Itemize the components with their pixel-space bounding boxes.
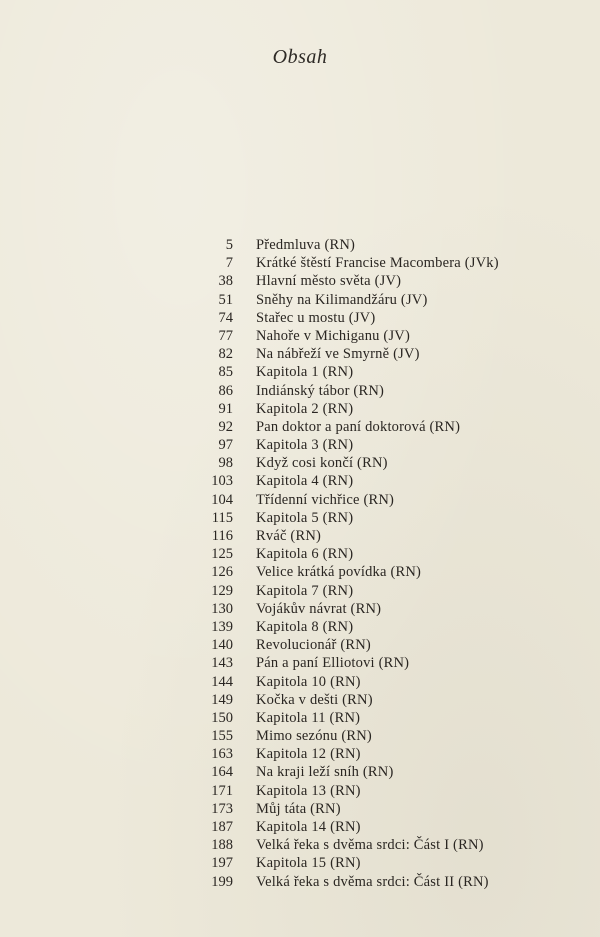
toc-entry-title: Hlavní město světa (JV) <box>256 273 402 290</box>
toc-entry-title: Rváč (RN) <box>256 528 322 544</box>
toc-entry-title: Sněhy na Kilimandžáru (JV) <box>256 291 428 308</box>
toc-page-number: 187 <box>211 819 233 835</box>
toc-page-number: 163 <box>211 746 233 763</box>
toc-page-number: 125 <box>211 546 233 563</box>
toc-entry-title: Když cosi končí (RN) <box>256 455 388 472</box>
toc-entry-title: Kapitola 8 (RN) <box>256 618 354 635</box>
toc-page-number: 150 <box>211 709 233 726</box>
toc-entry-title: Kapitola 3 (RN) <box>256 437 354 454</box>
toc-page-number: 7 <box>225 255 233 272</box>
toc-entry-title: Na nábřeží ve Smyrně (JV) <box>256 346 420 363</box>
toc-page-number: 173 <box>211 800 233 817</box>
toc-page-number: 188 <box>211 837 233 854</box>
toc-entry-title: Kapitola 6 (RN) <box>256 546 354 563</box>
toc-entry-title: Krátké štěstí Francise Macombera (JVk) <box>256 255 499 272</box>
toc-entry <box>0 309 600 327</box>
toc-page-number: 104 <box>211 491 233 508</box>
toc-page-number: 98 <box>218 455 233 472</box>
toc-entry-title: Velká řeka s dvěma srdci: Část I (RN) <box>256 837 484 854</box>
toc-entry <box>0 291 600 309</box>
toc-entry <box>0 491 600 509</box>
toc-entry-title: Kapitola 14 (RN) <box>256 819 361 835</box>
toc-entry-title: Velká řeka s dvěma srdci: Část II (RN) <box>256 873 489 890</box>
toc-page-number: 51 <box>218 291 233 308</box>
toc-page-number: 97 <box>218 437 233 454</box>
toc-entry <box>0 673 600 691</box>
toc-entry <box>0 854 600 872</box>
toc-entry-title: Kapitola 13 (RN) <box>256 782 361 799</box>
toc-page-number: 116 <box>211 528 233 544</box>
page-title: Obsah <box>272 46 328 68</box>
toc-page-number: 38 <box>218 273 233 290</box>
toc-entry <box>0 636 600 654</box>
toc-entry <box>0 654 600 672</box>
toc-page-number: 5 <box>225 237 233 253</box>
toc-page-number: 85 <box>218 364 233 381</box>
toc-entry-title: Pán a paní Elliotovi (RN) <box>256 655 410 672</box>
toc-entry-title: Kapitola 12 (RN) <box>256 746 361 763</box>
toc-entry <box>0 436 600 454</box>
toc-page-number: 115 <box>211 509 233 526</box>
toc-entry <box>0 545 600 563</box>
toc-entry-title: Pan doktor a paní doktorová (RN) <box>256 418 461 435</box>
toc-entry <box>0 727 600 745</box>
toc-entry-title: Kapitola 1 (RN) <box>256 364 354 381</box>
toc-entry <box>0 782 600 800</box>
toc-entry <box>0 800 600 818</box>
toc-entry <box>0 582 600 600</box>
toc-entry <box>0 345 600 363</box>
toc-entry-title: Velice krátká povídka (RN) <box>256 564 422 581</box>
toc-page-number: 86 <box>218 382 233 399</box>
toc-entry-title: Kapitola 4 (RN) <box>256 473 354 490</box>
toc-entry-title: Předmluva (RN) <box>256 237 356 253</box>
toc-entry <box>0 709 600 727</box>
toc-page-number: 171 <box>211 782 233 799</box>
toc-entry <box>0 873 600 891</box>
toc-entry-title: Kapitola 7 (RN) <box>256 582 354 599</box>
table-of-contents <box>0 236 600 891</box>
toc-page-number: 139 <box>211 618 233 635</box>
toc-entry-title: Kapitola 11 (RN) <box>256 709 361 726</box>
toc-entry-title: Indiánský tábor (RN) <box>256 382 385 399</box>
toc-entry-title: Nahoře v Michiganu (JV) <box>256 327 410 344</box>
toc-entry-title: Mimo sezónu (RN) <box>256 728 372 745</box>
toc-entry <box>0 745 600 763</box>
toc-entry-title: Stařec u mostu (JV) <box>256 309 376 326</box>
toc-entry-title: Kapitola 5 (RN) <box>256 509 354 526</box>
toc-entry-title: Revolucionář (RN) <box>256 637 371 654</box>
toc-entry <box>0 254 600 272</box>
toc-entry <box>0 600 600 618</box>
toc-page-number: 77 <box>218 327 233 344</box>
toc-entry <box>0 272 600 290</box>
toc-entry <box>0 618 600 636</box>
toc-entry-title: Vojákův návrat (RN) <box>256 600 382 617</box>
toc-entry-title: Třídenní vichřice (RN) <box>256 491 395 508</box>
toc-page-number: 155 <box>211 728 233 745</box>
toc-page-number: 140 <box>211 637 233 654</box>
toc-page-number: 74 <box>218 309 233 326</box>
toc-page-number: 130 <box>211 600 233 617</box>
toc-entry-title: Můj táta (RN) <box>256 800 341 817</box>
toc-entry <box>0 818 600 836</box>
toc-entry <box>0 382 600 400</box>
toc-entry <box>0 363 600 381</box>
toc-entry <box>0 836 600 854</box>
toc-page-number: 164 <box>211 764 233 781</box>
toc-entry-title: Kapitola 15 (RN) <box>256 855 361 872</box>
toc-entry <box>0 563 600 581</box>
toc-page-number: 103 <box>211 473 233 490</box>
toc-entry <box>0 454 600 472</box>
toc-entry-title: Kapitola 2 (RN) <box>256 400 354 417</box>
toc-page-number: 82 <box>218 346 233 363</box>
toc-page-number: 149 <box>211 691 233 708</box>
toc-page-number: 129 <box>211 582 233 599</box>
toc-entry <box>0 509 600 527</box>
toc-page-number: 197 <box>211 855 233 872</box>
toc-page-number: 144 <box>211 673 233 690</box>
toc-entry <box>0 527 600 545</box>
toc-entry <box>0 472 600 490</box>
toc-entry <box>0 400 600 418</box>
toc-page-number: 126 <box>211 564 233 581</box>
toc-entry <box>0 236 600 254</box>
toc-entry <box>0 763 600 781</box>
toc-entry <box>0 418 600 436</box>
toc-page-number: 143 <box>211 655 233 672</box>
toc-entry-title: Kapitola 10 (RN) <box>256 673 361 690</box>
toc-entry <box>0 327 600 345</box>
toc-page-number: 199 <box>211 873 233 890</box>
toc-entry-title: Kočka v dešti (RN) <box>256 691 373 708</box>
toc-page-number: 91 <box>218 400 233 417</box>
toc-entry-title: Na kraji leží sníh (RN) <box>256 764 394 781</box>
toc-page-number: 92 <box>218 418 233 435</box>
toc-entry <box>0 691 600 709</box>
